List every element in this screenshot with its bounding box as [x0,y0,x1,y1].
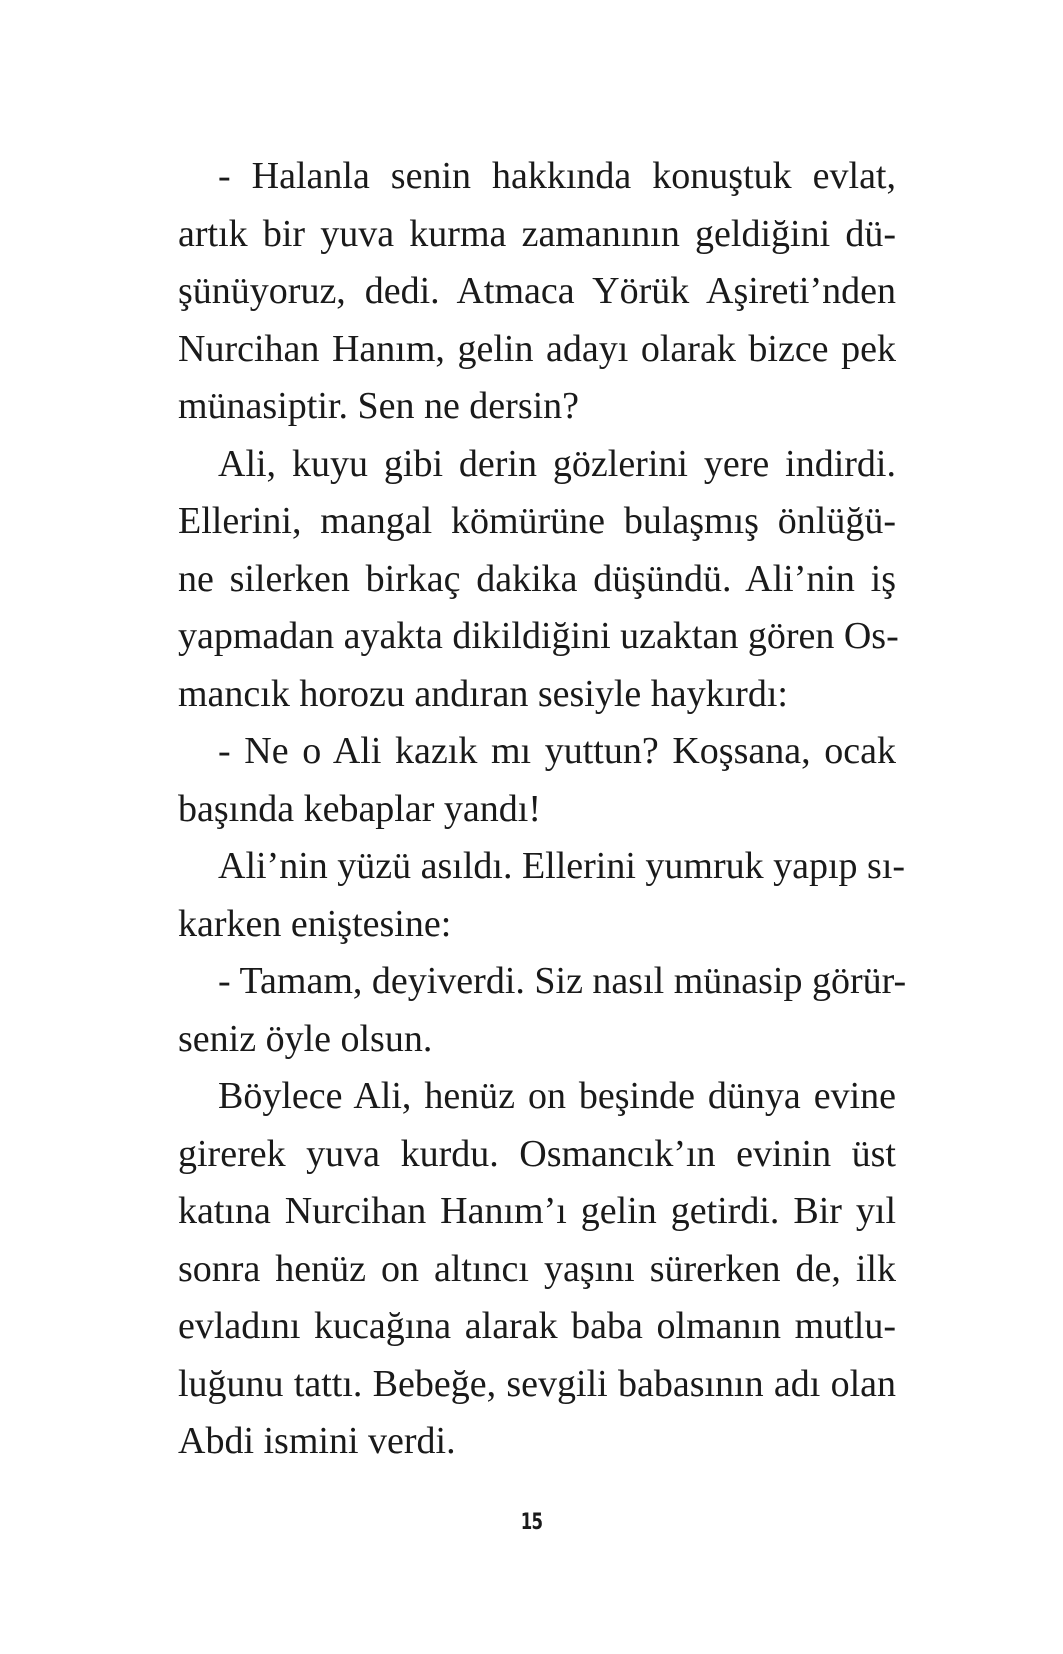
text-line: karken eniştesine: [178,902,452,945]
text-line: - Ne o Ali kazık mı yuttun? Koşsana, ocak [218,730,896,772]
text-line: girerek yuva kurdu. Osmancık’ın evinin üst [178,1132,896,1175]
text-line: artık bir yuva kurma zamanının geldiğini dü- [178,212,896,255]
text-line: şünüyoruz, dedi. Atmaca Yörük Aşireti’nden [178,270,896,312]
text-line: seniz öyle olsun. [178,1017,433,1060]
body-text [178,148,907,1471]
paragraph [178,723,896,838]
text-line: Böylece Ali, henüz on beşinde dünya evine [218,1075,896,1117]
text-line: - Halanla senin hakkında konuştuk evlat, [218,155,896,197]
paragraph [178,953,907,1068]
paragraph [178,436,899,724]
text-line: Ellerini, mangal kömürüne bulaşmış önlüğü- [178,500,896,542]
text-line: Ali’nin yüzü asıldı. Ellerini yumruk yapıp sı- [218,845,906,887]
page-number: 15 [520,1510,543,1535]
text-line: - Tamam, deyiverdi. Siz nasıl münasip görür- [218,960,907,1002]
text-line: başında kebaplar yandı! [178,787,541,830]
text-line: katına Nurcihan Hanım’ı gelin getirdi. Bir yıl [178,1190,896,1232]
text-line: Ali, kuyu gibi derin gözlerini yere indirdi. [218,442,896,485]
text-line: ne silerken birkaç dakika düşündü. Ali’nin iş [178,557,896,600]
paragraph [178,838,906,953]
text-line: luğunu tattı. Bebeğe, sevgili babasının adı olan [178,1362,896,1405]
text-line: yapmadan ayakta dikildiğini uzaktan gören Os- [178,615,899,657]
text-line: Abdi ismini verdi. [178,1420,456,1462]
paragraph [178,148,896,436]
text-line: Nurcihan Hanım, gelin adayı olarak bizce pek [178,327,896,370]
text-line: sonra henüz on altıncı yaşını sürerken de, ilk [178,1247,896,1290]
paragraph [178,1068,896,1471]
text-line: münasiptir. Sen ne dersin? [178,385,580,427]
text-line: mancık horozu andıran sesiyle haykırdı: [178,672,788,715]
text-line: evladını kucağına alarak baba olmanın mutlu- [178,1305,896,1347]
